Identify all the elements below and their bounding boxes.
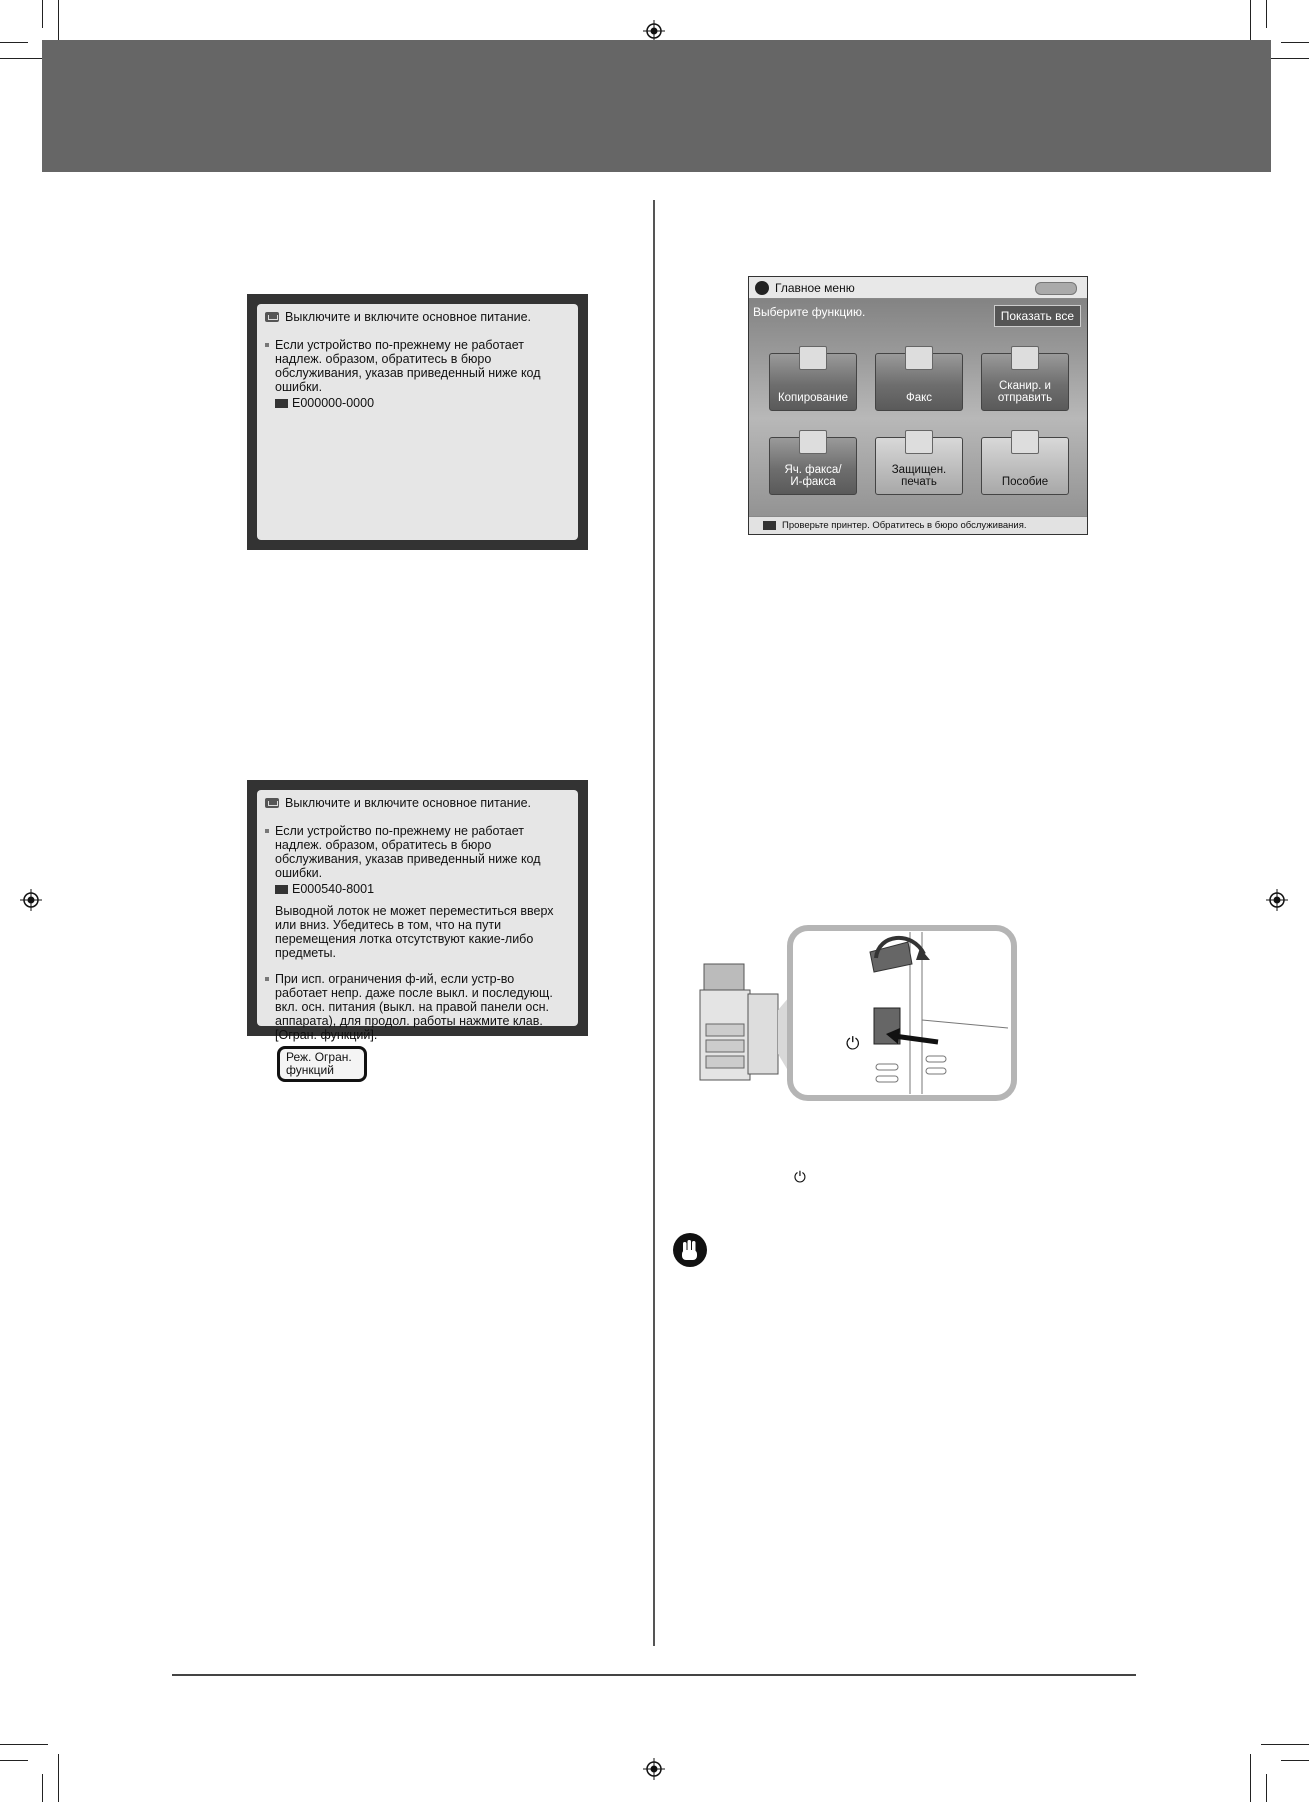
crop-mark [58,1754,59,1802]
crop-mark [0,42,28,43]
crop-mark [1266,1774,1267,1802]
power-symbol-icon: ⏻ [846,1034,860,1054]
secure-print-icon [905,430,933,454]
tile-secure-print[interactable] [875,437,963,495]
toggle-icon[interactable] [1035,282,1077,295]
error-screen-2-panel [257,790,578,1077]
status-text: Проверьте принтер. Обратитесь в бюро обслуживания. [782,520,1027,531]
crop-mark [1250,1754,1251,1802]
error-body: Если устройство по-прежнему не работает надлеж. образом, обратитесь в бюро обслуживания, указав приведенный ниже код ошибки. [275,824,541,880]
tile-label: Сканир. и отправить [997,380,1053,404]
copy-icon [799,346,827,370]
registration-mark-icon [20,889,42,911]
registration-mark-icon [643,1758,665,1780]
error-code: E000540-8001 [292,882,375,896]
main-menu-prompt: Выберите функцию. [753,305,866,319]
main-menu-titlebar [749,277,1087,299]
warning-panel-icon [265,798,279,808]
main-menu-screen [748,276,1088,535]
tile-label: Пособие [1001,476,1049,488]
error-title: Выключите и включите основное питание. [285,310,532,324]
service-code-icon [763,521,776,530]
crop-mark [1281,42,1309,43]
crop-mark [42,1774,43,1802]
registration-mark-icon [643,20,665,42]
bullet-icon [265,829,269,833]
important-hand-icon [672,1232,708,1268]
error-screen-2 [247,780,588,1077]
error-detail: Выводной лоток не может переместиться вверх или вниз. Убедитесь в том, что на пути перемещения лотка отсутствуют какие-либо предметы. [275,904,554,960]
tile-fax[interactable] [875,353,963,411]
tutorial-icon [1011,430,1039,454]
column-divider [653,200,655,1646]
error-screen-1-panel [257,304,578,540]
power-switch-illustration [698,924,1018,1104]
home-icon [755,281,769,295]
bullet-icon [265,343,269,347]
crop-mark [1261,1744,1309,1745]
warning-panel-icon [265,312,279,322]
bullet-icon [265,977,269,981]
error-code: E000000-0000 [292,396,375,410]
fax-icon [905,346,933,370]
power-symbol-icon: ⏻ [794,1168,806,1186]
tile-label: Яч. факса/ И-факса [784,464,842,488]
service-code-icon [275,885,288,894]
show-all-button[interactable]: Показать все [994,305,1081,327]
tile-scan-send[interactable] [981,353,1069,411]
error-screen-1 [247,294,588,550]
footer-rule [172,1674,1136,1676]
crop-mark [0,1744,48,1745]
tile-copy[interactable] [769,353,857,411]
crop-mark [0,1760,28,1761]
tile-fax-inbox[interactable] [769,437,857,495]
error-title: Выключите и включите основное питание. [285,796,532,810]
status-bar [749,516,1087,534]
send-icon [1011,346,1039,370]
service-code-icon [275,399,288,408]
crop-mark [1266,0,1267,28]
printer-icon [700,964,778,1080]
crop-mark [1281,1760,1309,1761]
tile-label: Защищен. печать [891,464,947,488]
tile-label: Копирование [777,392,849,404]
crop-mark [42,0,43,28]
registration-mark-icon [1266,889,1288,911]
main-menu-title: Главное меню [775,280,855,295]
tile-tutorial[interactable] [981,437,1069,495]
error-body: Если устройство по-прежнему не работает надлеж. образом, обратитесь в бюро обслуживания, указав приведенный ниже код ошибки. [275,338,541,394]
tile-label: Факс [905,392,933,404]
header-band [42,40,1271,172]
limit-note: При исп. ограничения ф-ий, если устр-во работает непр. даже после выкл. и последующ. вкл. осн. питания (выкл. на правой панели осн. аппарата), для продол. работы нажмите клав. [Огран. функций]. [275,972,553,1042]
crop-mark [0,58,48,59]
inbox-icon [799,430,827,454]
limited-functions-button[interactable]: Реж. Огран. функций [277,1046,367,1082]
